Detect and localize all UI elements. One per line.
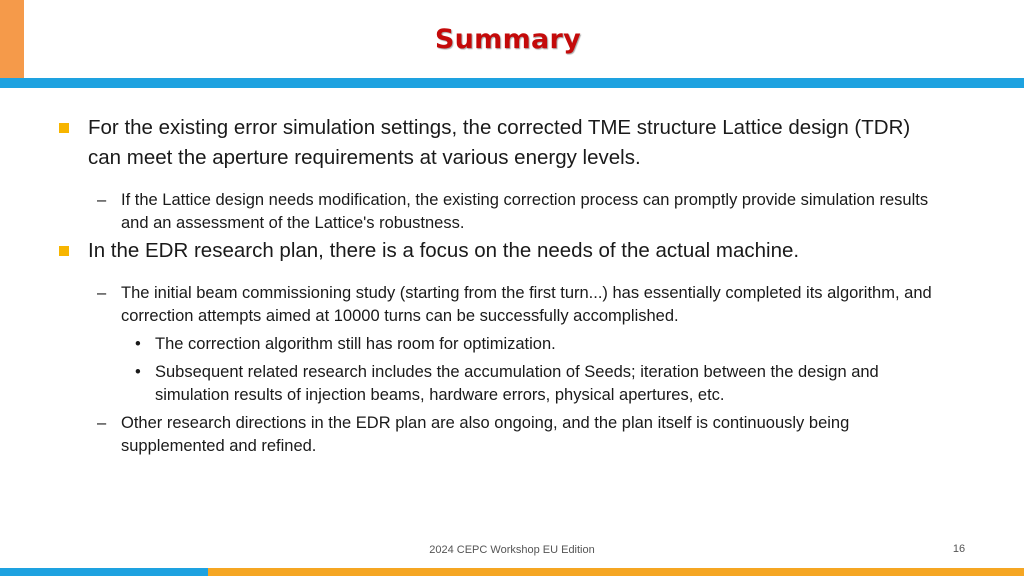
dash-bullet-icon: – bbox=[97, 191, 107, 209]
dot-bullet-icon: • bbox=[135, 335, 141, 353]
dot-bullet-icon: • bbox=[135, 363, 141, 381]
bullet-1-sub-1-text: If the Lattice design needs modification, the existing correction process can promptly provide simulation results and an assessment of the Lattice's robustness. bbox=[121, 191, 929, 232]
dash-bullet-icon: – bbox=[97, 284, 107, 302]
bullet-2-sub-1-point-1-text: The correction algorithm still has room for optimization. bbox=[155, 335, 556, 353]
footer-bar-orange bbox=[208, 568, 1024, 576]
footer-text: 2024 CEPC Workshop EU Edition bbox=[429, 544, 595, 556]
dash-bullet-icon: – bbox=[97, 414, 107, 432]
bullet-2-sub-1-text: The initial beam commissioning study (starting from the first turn...) has essentially completed its algorithm, and correction attempts aimed at 10000 turns can be successfully accomplished. bbox=[121, 284, 932, 325]
bullet-2-sub-2-text: Other research directions in the EDR plan are also ongoing, and the plan itself is continuously being supplemented and refined. bbox=[121, 414, 850, 455]
bullet-2-sub-1-point-2-text: Subsequent related research includes the accumulation of Seeds; iteration between the design and simulation results of injection beams, hardware errors, physical apertures, etc. bbox=[155, 363, 879, 404]
square-bullet-icon bbox=[59, 246, 69, 256]
footer-bar-blue bbox=[0, 568, 208, 576]
square-bullet-icon bbox=[59, 123, 69, 133]
bullet-2-text: In the EDR research plan, there is a focus on the needs of the actual machine. bbox=[88, 239, 800, 262]
slide-title: Summary bbox=[434, 24, 582, 55]
bullet-1-text: For the existing error simulation settings, the corrected TME structure Lattice design (TDR) can meet the aperture requirements at various energy levels. bbox=[88, 116, 911, 169]
page-number: 16 bbox=[952, 543, 966, 555]
